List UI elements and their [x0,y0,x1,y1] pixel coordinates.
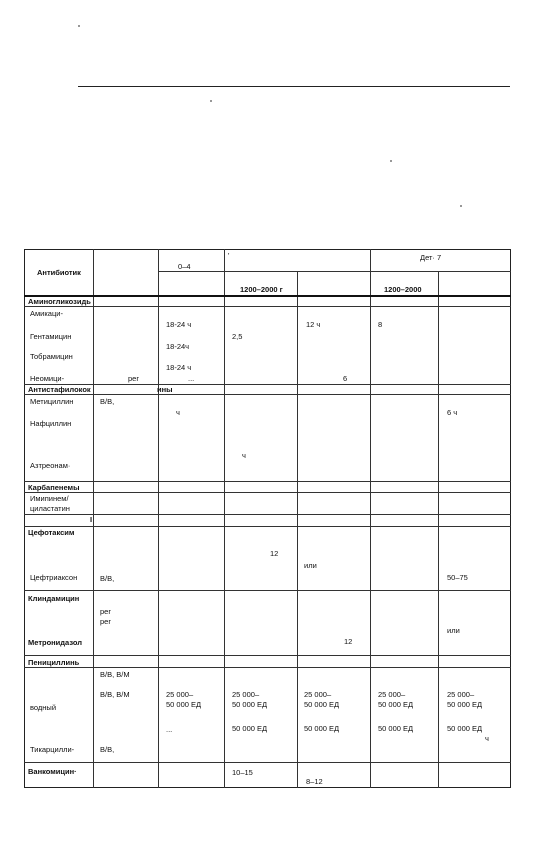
col-line [297,271,298,788]
top-rule [78,86,510,87]
ellipsis-cell: ... [166,725,173,734]
dose-cell: 50 000 ЕД [304,724,340,733]
drug-tobramycin: Тобрамицин [30,352,73,361]
drug-imipenem-2: циластатин [30,504,70,513]
col-line [438,271,439,788]
dose-cell: 8–12 [306,777,323,786]
scan-speck [78,25,80,27]
drug-aqueous: водный [30,703,57,712]
dose-cell: 10–15 [232,768,253,777]
col-line [93,249,94,788]
dose-cell: 50 000 ЕД [232,724,268,733]
header-weight-2: 1200–2000 [384,285,422,294]
row-line [24,655,511,656]
drug-methicillin: Метициллин [30,397,74,406]
dose-cell: 25 000– [166,690,194,699]
drug-amikacin: Амикаци- [30,309,63,318]
row-line [24,481,511,482]
drug-neomycin: Неомици- [30,374,65,383]
header-antibiotic: Антибиотик [37,268,81,277]
dose-cell: 50 000 ЕД [304,700,340,709]
route-per: per [100,617,111,626]
interval-cell: 18-24 ч [166,320,192,329]
drug-metronidazole: Метронидазол [28,638,83,647]
route-per: per [100,607,111,616]
drug-ticarcillin: Тикарцилли- [30,745,75,754]
row-line [24,306,511,307]
col-line [224,249,225,788]
row-line [24,590,511,591]
row-line [24,394,511,395]
dose-cell: 25 000– [447,690,475,699]
or-cell: или [304,561,317,570]
dose-cell: 50–75 [447,573,468,582]
header-children: Дет· 7 [420,253,442,262]
dose-cell: 50 000 ЕД [447,700,483,709]
dose-cell: 25 000– [378,690,406,699]
row-line [24,762,511,763]
row-line [24,492,511,493]
drug-nafcillin: Нафциллин [30,419,72,428]
header-mark: ' [228,251,230,260]
route-vv-vm: В/В, В/М [100,670,130,679]
header-age: 0–4 [178,262,191,271]
row-line [24,384,511,385]
section-aminoglycosides: Аминогликозидь [28,297,91,306]
dose-cell: 50 000 ЕД [378,724,414,733]
col-line [158,249,159,788]
route-per: per [128,374,139,383]
dose-cell: 25 000– [232,690,260,699]
dose-cell: 8 [378,320,383,329]
interval-cell: ч [242,451,246,460]
dose-cell: 2,5 [232,332,243,341]
dose-cell: 50 000 ЕД [166,700,202,709]
scan-speck [210,100,212,102]
ellipsis-cell: ... [188,374,195,383]
interval-cell: 12 ч [306,320,321,329]
dose-cell: 12 [270,549,279,558]
route-vv-vm: В/В, В/М [100,690,130,699]
interval-cell: ч [485,734,489,743]
dose-cell: 50 000 ЕД [378,700,414,709]
dose-cell: 6 [343,374,348,383]
drug-ceftriaxone: Цефтриаксон [30,573,78,582]
dose-cell: 50 000 ЕД [232,700,268,709]
or-cell: или [447,626,460,635]
row-line [24,667,511,668]
scan-speck [460,205,462,207]
drug-vancomycin: Ванкомицин· [28,767,77,776]
interval-cell: 18-24ч [166,342,190,351]
interval-cell: 6 ч [447,408,458,417]
drug-aztreonam: Азтреонам· [30,461,71,470]
dose-cell: 25 000– [304,690,332,699]
header-weight-1: 1200–2000 г [240,285,283,294]
col-line [370,249,371,788]
section-penicillins: Пенициллинь [28,658,80,667]
route-vv: В/В, [100,574,115,583]
interval-cell: ч [176,408,180,417]
row-line [158,271,511,272]
drug-gentamicin: Гентамицин [30,332,72,341]
section-carbapenems: Карбапенемы [28,483,80,492]
drug-clindamycin: Клиндамицин [28,594,80,603]
header-bottom-line [24,295,511,297]
section-antistaph: Антистафилокок [28,385,91,394]
scan-speck [390,160,392,162]
section-cut: I [90,515,93,524]
interval-cell: 18-24 ч [166,363,192,372]
dose-cell: 12 [344,637,353,646]
section-antistaph-tail: ины [157,385,173,394]
dose-cell: 50 000 ЕД [447,724,483,733]
row-line [24,526,511,527]
row-line [24,514,511,515]
route-vv: В/В, [100,745,115,754]
drug-imipenem: Имипинем/ [30,494,69,503]
drug-cefotaxime: Цефотаксим [28,528,75,537]
route-vv: В/В, [100,397,115,406]
